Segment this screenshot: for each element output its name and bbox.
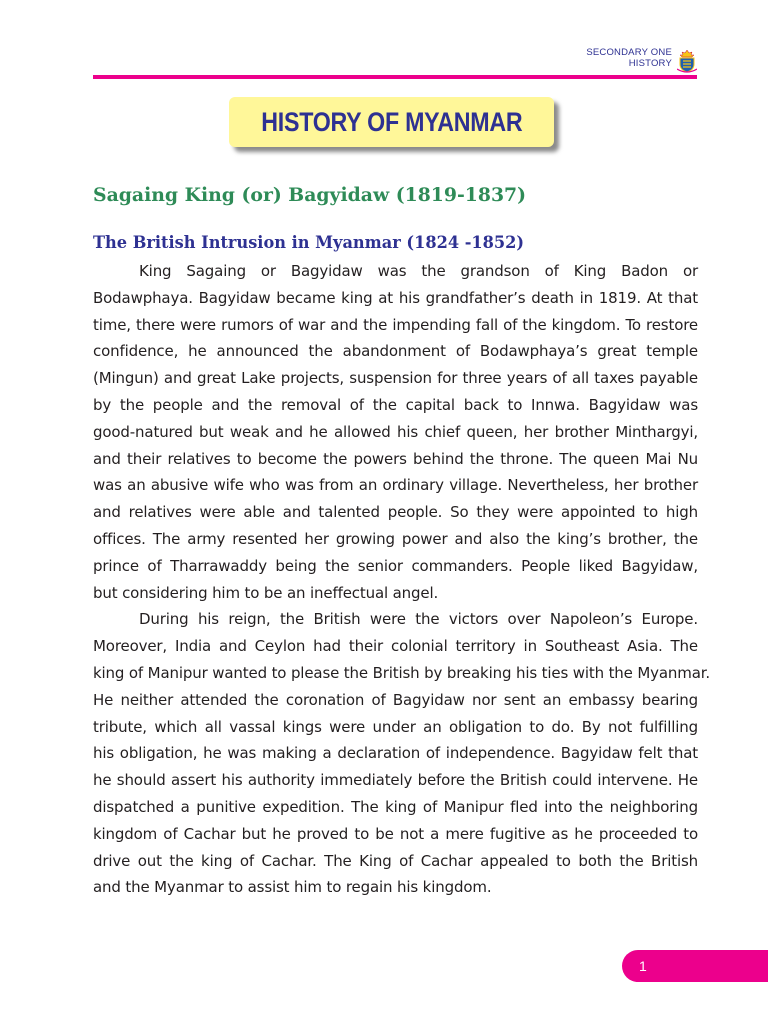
- text-line: but considering him to be an ineffectual angel.: [93, 583, 439, 602]
- running-header: [586, 47, 672, 69]
- text-line: dispatched a punitive expedition. The king of Manipur fled into the neighboring: [93, 797, 698, 816]
- section-heading: Sagaing King (or) Bagyidaw (1819-1837): [93, 184, 527, 206]
- title-banner: [229, 97, 554, 147]
- text-line: and relatives were able and talented people. So they were appointed to high: [93, 503, 698, 522]
- paragraph-1: [93, 258, 698, 606]
- text-line: confidence, he announced the abandonment of Bodawphaya’s great temple: [93, 342, 698, 361]
- text-line: king of Manipur wanted to please the British by breaking his ties with the Myanmar.: [93, 663, 711, 682]
- text-line: by the people and the removal of the capital back to Innwa. Bagyidaw was: [93, 395, 698, 414]
- text-line: Moreover, India and Ceylon had their colonial territory in Southeast Asia. The: [93, 637, 698, 656]
- text-line: and their relatives to become the powers behind the throne. The queen Mai Nu: [93, 449, 698, 468]
- text-line: prince of Tharrawaddy being the senior commanders. People liked Bagyidaw,: [93, 556, 698, 575]
- text-line: tribute, which all vassal kings were under an obligation to do. By not fulfilling: [93, 717, 698, 736]
- body-text: [93, 258, 711, 901]
- text-line: drive out the king of Cachar. The King of Cachar appealed to both the British: [93, 851, 698, 870]
- text-line: During his reign, the British were the victors over Napoleon’s Europe.: [139, 610, 698, 629]
- page-number: 1: [639, 958, 647, 974]
- text-line: was an abusive wife who was from an ordinary village. Nevertheless, her brother: [93, 476, 698, 495]
- header-subject-label: HISTORY: [628, 58, 672, 69]
- text-line: He neither attended the coronation of Bagyidaw nor sent an embassy bearing: [93, 690, 698, 709]
- sub-heading: The British Intrusion in Myanmar (1824 -1852): [93, 233, 525, 252]
- text-line: time, there were rumors of war and the impending fall of the kingdom. To restore: [93, 315, 698, 334]
- text-line: kingdom of Cachar but he proved to be not a mere fugitive as he proceeded to: [93, 824, 698, 843]
- text-line: Bodawphaya. Bagyidaw became king at his grandfather’s death in 1819. At that: [93, 288, 698, 307]
- page-title: HISTORY OF MYANMAR: [260, 106, 523, 137]
- text-line: King Sagaing or Bagyidaw was the grandson of King Badon or: [139, 262, 698, 280]
- text-line: his obligation, he was making a declaration of independence. Bagyidaw felt that: [93, 744, 698, 763]
- header-series-label: SECONDARY ONE: [586, 47, 672, 58]
- text-line: good-natured but weak and he allowed his chief queen, her brother Minthargyi,: [93, 422, 698, 441]
- text-line: and the Myanmar to assist him to regain his kingdom.: [93, 878, 492, 897]
- crest-icon: [677, 49, 697, 73]
- text-line: offices. The army resented her growing power and also the king’s brother, the: [93, 529, 698, 548]
- text-line: he should assert his authority immediately before the British could intervene. He: [93, 771, 698, 790]
- header-rule: [93, 75, 697, 79]
- page-number-tab: [622, 950, 768, 982]
- text-line: (Mingun) and great Lake projects, suspension for three years of all taxes payable: [93, 369, 698, 388]
- paragraph-2: [93, 606, 711, 901]
